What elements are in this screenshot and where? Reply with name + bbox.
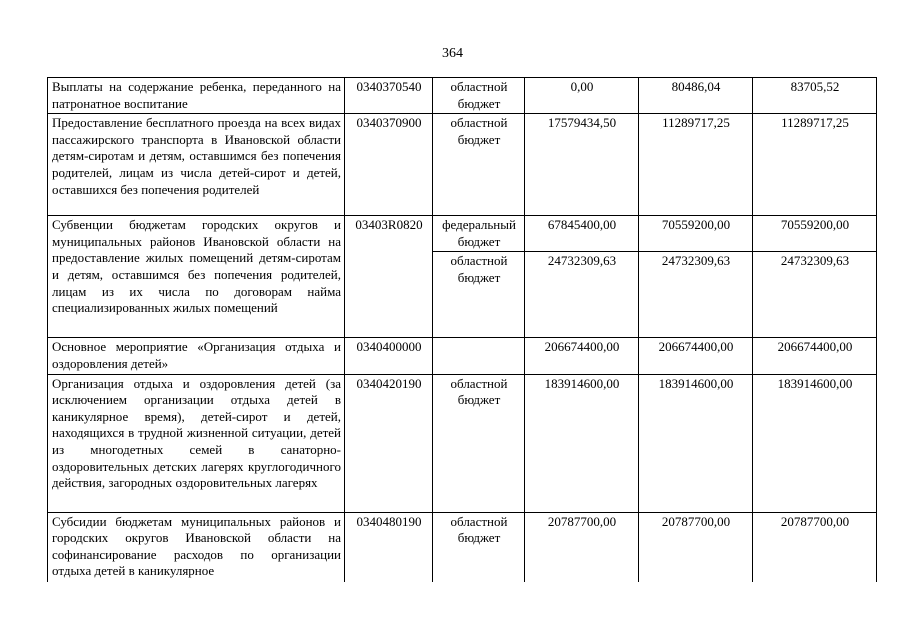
table-row: [48, 374, 877, 512]
value-cell-1: 206674400,00: [525, 338, 639, 374]
value-cell-1: 183914600,00: [525, 374, 639, 512]
code-cell: 0340370540: [345, 78, 433, 114]
value-cell-2: 20787700,00: [639, 512, 753, 582]
value-cell-3: 206674400,00: [753, 338, 877, 374]
table-row: [48, 338, 877, 374]
code-cell: 0340370900: [345, 114, 433, 216]
table-row: [48, 78, 877, 114]
value-cell-3: 11289717,25: [753, 114, 877, 216]
value-cell-2: 70559200,00: [639, 216, 753, 252]
source-cell: областной бюджет: [433, 252, 525, 338]
code-cell: 0340400000: [345, 338, 433, 374]
description-cell: Предоставление бесплатного проезда на всех видах пассажирского транспорта в Ивановской области детям-сиротам и детям, оставшимся без попечения родителей, лицам из числа детей-сирот и детей, оставшихся без попечения родителей: [48, 114, 345, 216]
source-cell: федеральный бюджет: [433, 216, 525, 252]
value-cell-1: 67845400,00: [525, 216, 639, 252]
value-cell-1: 24732309,63: [525, 252, 639, 338]
source-cell: областной бюджет: [433, 374, 525, 512]
code-cell: 0340480190: [345, 512, 433, 582]
value-cell-1: 0,00: [525, 78, 639, 114]
budget-table: [47, 77, 877, 582]
value-cell-2: 24732309,63: [639, 252, 753, 338]
value-cell-2: 80486,04: [639, 78, 753, 114]
value-cell-1: 20787700,00: [525, 512, 639, 582]
value-cell-3: 24732309,63: [753, 252, 877, 338]
code-cell: 0340420190: [345, 374, 433, 512]
table-row: [48, 216, 877, 252]
table-row: [48, 512, 877, 582]
value-cell-2: 206674400,00: [639, 338, 753, 374]
source-cell: [433, 338, 525, 374]
source-cell: областной бюджет: [433, 78, 525, 114]
description-cell: Основное мероприятие «Организация отдыха и оздоровления детей»: [48, 338, 345, 374]
table-row: [48, 114, 877, 216]
description-cell: Организация отдыха и оздоровления детей (за исключением организации отдыха детей в каникулярное время), детей-сирот и детей, находящихся в трудной жизненной ситуации, детей из многодетных семей в санаторно-оздоровительных детских лагерях круглогодичного действия, загородных оздоровительных лагерях: [48, 374, 345, 512]
value-cell-3: 20787700,00: [753, 512, 877, 582]
description-cell: Субсидии бюджетам муниципальных районов и городских округов Ивановской области на софинансирование расходов по организации отдыха детей в каникулярное: [48, 512, 345, 582]
source-cell: областной бюджет: [433, 114, 525, 216]
value-cell-1: 17579434,50: [525, 114, 639, 216]
value-cell-3: 183914600,00: [753, 374, 877, 512]
value-cell-3: 70559200,00: [753, 216, 877, 252]
source-cell: областной бюджет: [433, 512, 525, 582]
code-cell: 03403R0820: [345, 216, 433, 338]
value-cell-2: 11289717,25: [639, 114, 753, 216]
description-cell: Выплаты на содержание ребенка, переданного на патронатное воспитание: [48, 78, 345, 114]
page-number: 364: [442, 46, 463, 61]
value-cell-3: 83705,52: [753, 78, 877, 114]
value-cell-2: 183914600,00: [639, 374, 753, 512]
description-cell: Субвенции бюджетам городских округов и муниципальных районов Ивановской области на предоставление жилых помещений детям-сиротам и детям, оставшимся без попечения родителей, лицам из их числа по договорам найма специализированных жилых помещений: [48, 216, 345, 338]
